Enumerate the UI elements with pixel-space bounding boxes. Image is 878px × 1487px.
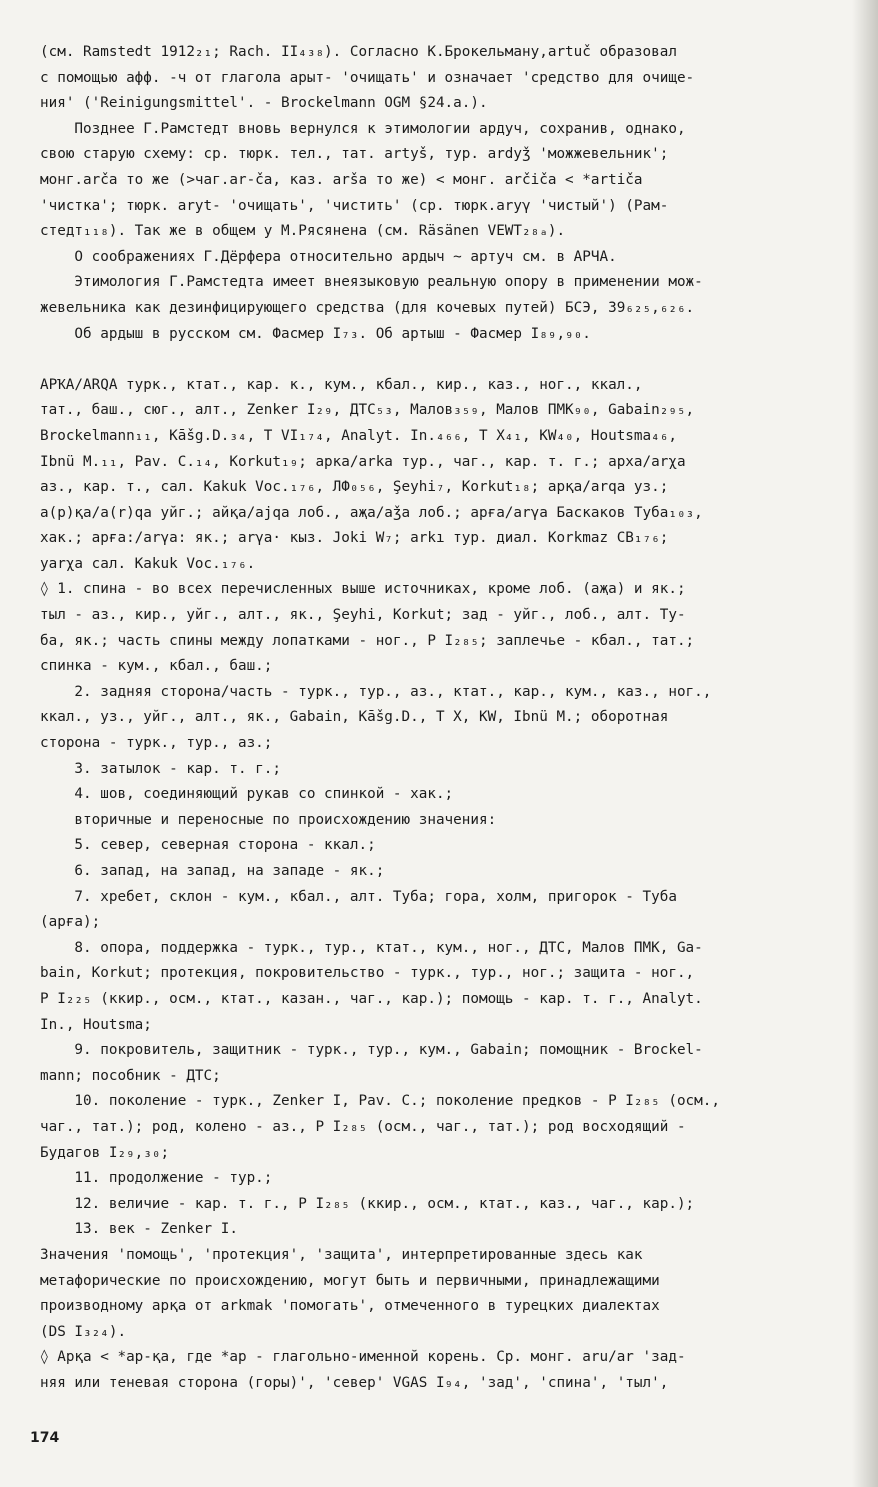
text-line: монг.arča то же (>чаг.ar-ča, каз. arša то же) < монг. arčiča < *artiča <box>40 171 643 188</box>
text-line: 'чистка'; тюрк. aryt- 'очищать', 'чистить' (ср. тюрк.aryγ 'чистый') (Рам- <box>40 197 669 214</box>
text-line: ◊ 1. спина - во всех перечисленных выше источниках, кроме лоб. (аҗа) и як.; <box>40 581 686 598</box>
text-line: стедт₁₁₈). Так же в общем у М.Рясянена (см. Räsänen VEWT₂₈ₐ). <box>40 223 566 240</box>
text-line: чаг., тат.); род, колено - аз., Р I₂₈₅ (осм., чаг., тат.); род восходящий - <box>40 1118 686 1135</box>
text-line: 11. продолжение - тур.; <box>40 1170 273 1187</box>
text-line: тат., баш., сюг., алт., Zenker I₂₉, ДТС₅₃, Малов₃₅₉, Малов ПМК₉₀, Gabain₂₉₅, <box>40 402 695 419</box>
text-line: 2. задняя сторона/часть - турк., тур., аз., ктат., кар., кум., каз., ног., <box>40 683 712 700</box>
text-line: yarχa сал. Kakuk Voc.₁₇₆. <box>40 555 256 572</box>
text-line: Р I₂₂₅ (ккир., осм., ктат., казан., чаг., кар.); помощь - кар. т. г., Analyt. <box>40 990 703 1007</box>
text-line: тыл - аз., кир., уйг., алт., як., Şeyhi, Korkut; зад - уйг., лоб., алт. Ту- <box>40 607 686 624</box>
text-line: Будагов I₂₉,₃₀; <box>40 1144 170 1161</box>
text-line: (см. Ramstedt 1912₂₁; Rach. II₄₃₈). Согласно К.Брокельману,artuč образовал <box>40 44 677 60</box>
text-line: 6. запад, на запад, на западе - як.; <box>40 863 385 879</box>
text-line: In., Houtsma; <box>40 1016 152 1033</box>
text-line: вторичные и переносные по происхождению значения: <box>40 811 497 828</box>
text-line: жевельника как дезинфицирующего средства (для кочевых путей) БСЭ, 39₆₂₅,₆₂₆. <box>40 299 695 316</box>
text-line: (арға); <box>40 914 101 931</box>
text-line: ккал., уз., уйг., алт., як., Gabain, Kāšg.D., T X, KW, Ibnü M.; оборотная <box>40 709 669 726</box>
scan-edge-shadow <box>852 0 878 1487</box>
text-line: спинка - кум., кбал., баш.; <box>40 658 273 675</box>
text-line: Этимология Г.Рамстедта имеет внеязыковую реальную опору в применении мож- <box>40 274 703 291</box>
text-line: производному арқа от arkmak 'помогать', отмеченного в турецких диалектах <box>40 1298 660 1315</box>
text-line: няя или теневая сторона (горы)', 'север' VGAS I₉₄, 'зад', 'спина', 'тыл', <box>40 1374 669 1391</box>
text-line: а(р)қа/a(r)qa уйг.; айқа/ajqa лоб., аҗа/aǯa лоб.; арға/arγa Баскаков Туба₁₀₃, <box>40 504 703 521</box>
page-number: 174 <box>30 1430 60 1446</box>
text-line: 3. затылок - кар. т. г.; <box>40 760 282 777</box>
text-line: метафорические по происхождению, могут быть и первичными, принадлежащими <box>40 1272 660 1289</box>
text-line: О соображениях Г.Дёрфера относительно ардыч ~ артуч см. в АРЧА. <box>40 248 617 265</box>
text-line <box>40 347 846 373</box>
text-line: (DS I₃₂₄). <box>40 1323 127 1340</box>
text-line: АРҠА/ARQA турк., ктат., кар. к., кум., кбал., кир., каз., ног., ккал., <box>40 376 643 393</box>
text-line: 13. век - Zenker I. <box>40 1221 238 1238</box>
text-line: 10. поколение - турк., Zenker I, Pav. C.; поколение предков - Р I₂₈₅ (осм., <box>40 1093 720 1110</box>
page-text <box>40 40 846 1396</box>
text-line: mann; пособник - ДТС; <box>40 1067 221 1084</box>
text-line: свою старую схему: ср. тюрк. тел., тат. artyš, тур. ardyǯ 'можжевельник'; <box>40 146 669 163</box>
text-line: хак.; арға:/arγa: як.; arγa· кыз. Joki W₇; arkı тур. диал. Korkmaz CB₁₇₆; <box>40 530 669 547</box>
text-line: 12. величие - кар. т. г., Р I₂₈₅ (ккир., осм., ктат., каз., чаг., кар.); <box>40 1195 695 1212</box>
text-line: сторона - турк., тур., аз.; <box>40 735 273 752</box>
text-line: аз., кар. т., сал. Kakuk Voc.₁₇₆, ЛФ₀₅₆, Şeyhi₇, Korkut₁₈; арқа/arqa уз.; <box>40 479 669 496</box>
text-line: 5. север, северная сторона - ккал.; <box>40 837 376 854</box>
text-line: Значения 'помощь', 'протекция', 'защита', интерпретированные здесь как <box>40 1246 643 1263</box>
text-line: 8. опора, поддержка - турк., тур., ктат., кум., ног., ДТС, Малов ПМК, Ga- <box>40 939 703 956</box>
text-line: Ibnü M.₁₁, Pav. C.₁₄, Korkut₁₉; арка/arka тур., чаг., кар. т. г.; арха/arχa <box>40 453 686 470</box>
text-line: с помощью афф. -ч от глагола арыт- 'очищать' и означает 'средство для очище- <box>40 69 695 86</box>
text-line: 7. хребет, склон - кум., кбал., алт. Туба; гора, холм, пригорок - Туба <box>40 888 677 905</box>
text-line: Позднее Г.Рамстедт вновь вернулся к этимологии ардуч, сохранив, однако, <box>40 120 686 137</box>
text-line: bain, Korkut; протекция, покровительство - турк., тур., ног.; защита - ног., <box>40 965 695 982</box>
text-line: 4. шов, соединяющий рукав со спинкой - хак.; <box>40 786 454 803</box>
text-line: ◊ Арқа < *ар-қа, где *ар - глагольно-именной корень. Ср. монг. aru/ar 'зад- <box>40 1349 686 1366</box>
text-line: ба, як.; часть спины между лопатками - ног., Р I₂₈₅; заплечье - кбал., тат.; <box>40 632 695 649</box>
text-line: ния' ('Reinigungsmittel'. - Brockelmann OGM §24.a.). <box>40 95 488 112</box>
text-line: Об ардыш в русском см. Фасмер I₇₃. Об артыш - Фасмер I₈₉,₉₀. <box>40 325 591 342</box>
text-line: Brockelmann₁₁, Kāšg.D.₃₄, T VI₁₇₄, Analyt. In.₄₆₆, T X₄₁, KW₄₀, Houtsma₄₆, <box>40 427 677 444</box>
text-line: 9. покровитель, защитник - турк., тур., кум., Gabain; помощник - Brockel- <box>40 1042 703 1059</box>
